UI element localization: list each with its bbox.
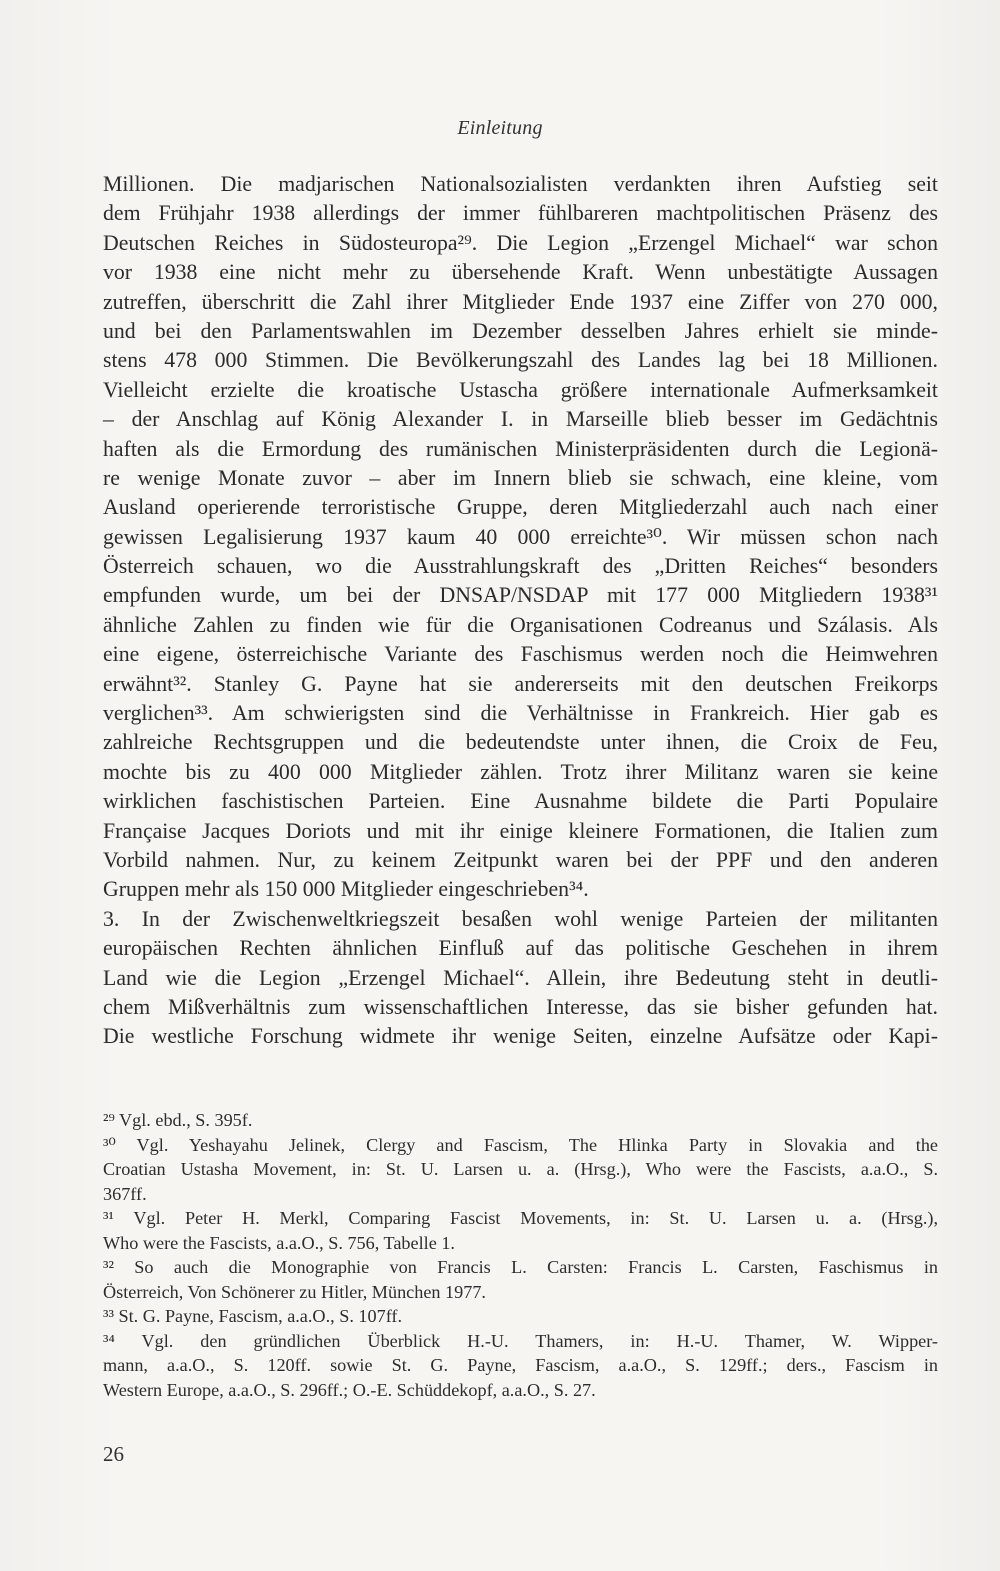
body-line: Vielleicht erzielte die kroatische Ustascha größere internationale Aufmerksamkeit: [103, 377, 938, 402]
body-line: wirklichen faschistischen Parteien. Eine Ausnahme bildete die Parti Populaire: [103, 789, 938, 814]
body-line: empfunden wurde, um bei der DNSAP/NSDAP mit 177 000 Mitgliedern 1938³¹: [103, 583, 938, 608]
body-line: stens 478 000 Stimmen. Die Bevölkerungszahl des Landes lag bei 18 Millionen.: [103, 348, 938, 373]
footnote-line: ²⁹ Vgl. ebd., S. 395f.: [103, 1110, 253, 1130]
footnote-line: Croatian Ustasha Movement, in: St. U. Larsen u. a. (Hrsg.), Who were the Fascists, a.a.O., S.: [103, 1159, 938, 1179]
footnote-line: Western Europe, a.a.O., S. 296ff.; O.-E. Schüddekopf, a.a.O., S. 27.: [103, 1379, 596, 1400]
body-line: zutreffen, überschritt die Zahl ihrer Mitglieder Ende 1937 eine Ziffer von 270 000,: [103, 289, 938, 314]
footnotes: [103, 1108, 938, 1402]
footnote-line: ³³ St. G. Payne, Fascism, a.a.O., S. 107ff.: [103, 1306, 403, 1326]
page-number: 26: [103, 1442, 124, 1466]
body-line: verglichen³³. Am schwierigsten sind die Verhältnisse in Frankreich. Hier gab es: [103, 701, 938, 726]
body-text: [103, 170, 938, 1052]
body-line: Die westliche Forschung widmete ihr wenige Seiten, einzelne Aufsätze oder Kapi-: [103, 1024, 938, 1049]
footnote-line: ³⁰ Vgl. Yeshayahu Jelinek, Clergy and Fascism, The Hlinka Party in Slovakia and the: [103, 1134, 938, 1155]
body-line: vor 1938 eine nicht mehr zu übersehende Kraft. Wenn unbestätigte Aussagen: [103, 260, 938, 285]
body-line: europäischen Rechten ähnlichen Einfluß auf das politische Geschehen in ihrem: [103, 936, 938, 961]
footnote-line: ³² So auch die Monographie von Francis L. Carsten: Francis L. Carsten, Faschismus in: [103, 1257, 938, 1277]
body-line: Vorbild nahmen. Nur, zu keinem Zeitpunkt waren bei der PPF und den anderen: [103, 847, 938, 872]
body-line: Millionen. Die madjarischen Nationalsozialisten verdankten ihren Aufstieg seit: [103, 172, 938, 196]
footnote-line: Who were the Fascists, a.a.O., S. 756, Tabelle 1.: [103, 1232, 455, 1253]
body-line: haften als die Ermordung des rumänischen Ministerpräsidenten durch die Legionä-: [103, 436, 938, 461]
body-line: erwähnt³². Stanley G. Payne hat sie andererseits mit den deutschen Freikorps: [103, 671, 938, 696]
body-line: mochte bis zu 400 000 Mitglieder zählen. Trotz ihrer Militanz waren sie keine: [103, 759, 938, 784]
body-line: Deutschen Reiches in Südosteuropa²⁹. Die Legion „Erzengel Michael“ war schon: [103, 230, 938, 255]
footnote-line: ³¹ Vgl. Peter H. Merkl, Comparing Fascist Movements, in: St. U. Larsen u. a. (Hrsg.),: [103, 1208, 938, 1228]
body-line: gewissen Legalisierung 1937 kaum 40 000 erreichte³⁰. Wir müssen schon nach: [103, 524, 938, 549]
body-line: eine eigene, österreichische Variante des Faschismus werden noch die Heimwehren: [103, 642, 938, 667]
body-line: dem Frühjahr 1938 allerdings der immer fühlbareren machtpolitischen Präsenz des: [103, 201, 938, 226]
footnote-line: ³⁴ Vgl. den gründlichen Überblick H.-U. Thamers, in: H.-U. Thamer, W. Wipper-: [103, 1330, 938, 1351]
body-line: Land wie die Legion „Erzengel Michael“. Allein, ihre Bedeutung steht in deutli-: [103, 965, 938, 990]
footnote-line: mann, a.a.O., S. 120ff. sowie St. G. Payne, Fascism, a.a.O., S. 129ff.; ders., Fascism in: [103, 1355, 938, 1375]
body-line: und bei den Parlamentswahlen im Dezember desselben Jahres erhielt sie minde-: [103, 318, 938, 343]
running-header: Einleitung: [457, 117, 543, 139]
body-line: 3. In der Zwischenweltkriegszeit besaßen wohl wenige Parteien der militanten: [103, 906, 938, 931]
body-line: chem Mißverhältnis zum wissenschaftlichen Interesse, das sie bisher gefunden hat.: [103, 994, 938, 1019]
body-line: Österreich schauen, wo die Ausstrahlungskraft des „Dritten Reiches“ besonders: [103, 554, 938, 579]
body-line: re wenige Monate zuvor – aber im Innern blieb sie schwach, eine kleine, vom: [103, 465, 938, 490]
body-line: ähnliche Zahlen zu finden wie für die Organisationen Codreanus und Szálasis. Als: [103, 612, 938, 637]
footnote-line: 367ff.: [103, 1183, 147, 1204]
body-line: Française Jacques Doriots und mit ihr einige kleinere Formationen, die Italien zum: [103, 818, 938, 843]
footnote-line: Österreich, Von Schönerer zu Hitler, München 1977.: [103, 1281, 486, 1302]
body-line: Ausland operierende terroristische Gruppe, deren Mitgliederzahl auch nach einer: [103, 495, 938, 520]
body-line: zahlreiche Rechtsgruppen und die bedeutendste unter ihnen, die Croix de Feu,: [103, 730, 938, 755]
body-line: – der Anschlag auf König Alexander I. in Marseille blieb besser im Gedächtnis: [103, 407, 938, 432]
body-line: Gruppen mehr als 150 000 Mitglieder eingeschrieben³⁴.: [103, 877, 589, 902]
